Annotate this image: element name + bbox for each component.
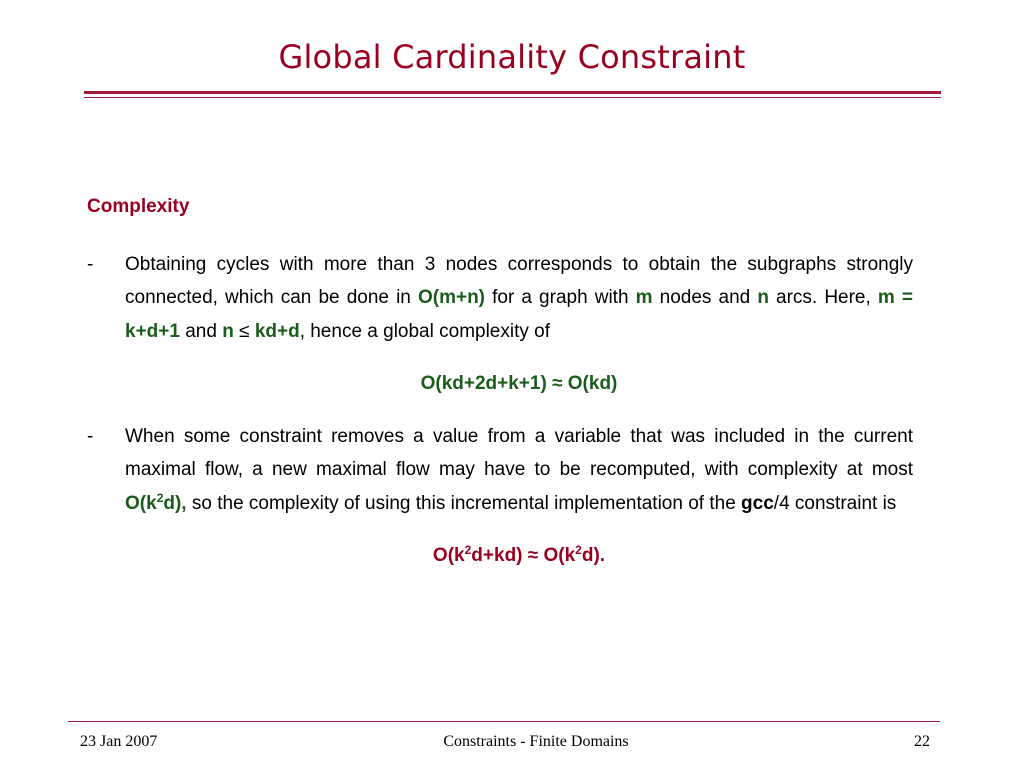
footer-divider bbox=[68, 721, 940, 722]
bullet-item-2 bbox=[87, 420, 913, 521]
variable-term: n bbox=[757, 287, 769, 308]
text-run: ≤ bbox=[233, 320, 255, 342]
footer-title: Constraints - Finite Domains bbox=[443, 733, 629, 750]
title-divider-thin bbox=[84, 97, 941, 98]
superscript: 2 bbox=[464, 543, 472, 557]
complexity-term bbox=[125, 490, 187, 514]
text-run: for a graph with bbox=[485, 287, 636, 308]
superscript: 2 bbox=[575, 543, 582, 557]
equation-term: m = k+d+1 bbox=[125, 287, 913, 342]
constraint-name: gcc bbox=[741, 492, 774, 514]
text-run: , hence a global complexity of bbox=[299, 320, 550, 342]
text-run: O(k bbox=[432, 545, 465, 566]
text-run: Obtaining cycles with more than 3 nodes corresponds to obtain the subgraphs strongly connected, which can be done in bbox=[125, 253, 913, 308]
formula-2 bbox=[125, 539, 913, 573]
text-run: O(k bbox=[125, 492, 157, 514]
text-run: arcs. Here, bbox=[768, 287, 878, 308]
bullet-item-1 bbox=[87, 248, 913, 349]
formula-1: O(kd+2d+k+1) ≈ O(kd) bbox=[420, 373, 618, 394]
section-heading: Complexity bbox=[87, 196, 190, 217]
superscript: 2 bbox=[156, 490, 164, 505]
page-number: 22 bbox=[914, 733, 930, 750]
text-run: d), bbox=[163, 492, 187, 514]
bullet-text-1 bbox=[125, 248, 913, 349]
equation-term: kd+d bbox=[254, 320, 300, 342]
text-run: /4 constraint is bbox=[773, 492, 897, 514]
slide-body bbox=[87, 190, 913, 592]
text-run: When some constraint removes a value from a variable that was included in the current maximal flow, a new maximal flow may have to be recomputed, with complexity at most bbox=[125, 425, 913, 480]
text-run: nodes and bbox=[652, 287, 758, 308]
bullet-text-2 bbox=[125, 420, 913, 521]
title-divider-thick bbox=[84, 91, 941, 94]
footer-date: 23 Jan 2007 bbox=[80, 733, 158, 750]
slide-title: Global Cardinality Constraint bbox=[278, 38, 746, 76]
complexity-term: O(m+n) bbox=[417, 287, 485, 308]
bullet-dash: - bbox=[87, 425, 94, 447]
variable-term: n bbox=[222, 320, 234, 342]
text-run: and bbox=[179, 320, 223, 342]
variable-term: m bbox=[635, 287, 653, 308]
text-run: so the complexity of using this incremental implementation of the bbox=[186, 492, 742, 514]
text-run: d). bbox=[581, 545, 606, 566]
bullet-dash: - bbox=[87, 253, 94, 275]
text-run: d+kd) ≈ O(k bbox=[471, 545, 576, 566]
